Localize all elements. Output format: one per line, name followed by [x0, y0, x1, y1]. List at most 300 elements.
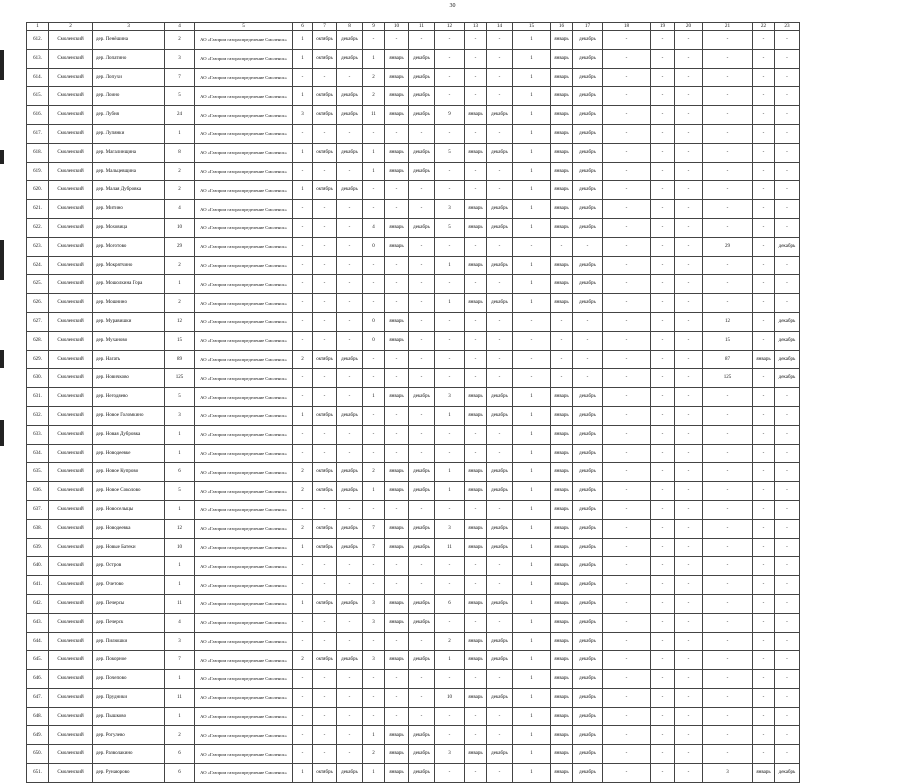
table-cell: 5 [435, 143, 465, 162]
table-cell: - [337, 557, 363, 576]
table-cell: 646. [27, 670, 49, 689]
table-cell: - [703, 463, 753, 482]
table-cell: - [753, 68, 775, 87]
table-cell: - [603, 106, 651, 125]
table-cell: - [651, 237, 675, 256]
table-cell: Смоленский [49, 707, 93, 726]
table-cell: январь [551, 143, 573, 162]
table-cell: Смоленский [49, 256, 93, 275]
table-row [27, 576, 800, 595]
table-cell: - [675, 68, 703, 87]
table-cell: январь [385, 463, 409, 482]
table-cell: 1 [513, 143, 551, 162]
table-cell: - [293, 576, 313, 595]
table-cell: - [703, 707, 753, 726]
table-cell: - [551, 237, 573, 256]
column-number: 19 [651, 23, 675, 31]
table-cell: - [487, 369, 513, 388]
table-cell: 618. [27, 143, 49, 162]
table-cell: январь [465, 745, 487, 764]
table-cell: - [293, 632, 313, 651]
table-cell: - [487, 425, 513, 444]
table-cell: - [313, 613, 337, 632]
table-cell: 1 [513, 557, 551, 576]
table-cell: - [675, 31, 703, 50]
table-cell: 1 [513, 31, 551, 50]
table-cell: Смоленский [49, 726, 93, 745]
table-cell: январь [753, 764, 775, 783]
table-cell: январь [465, 406, 487, 425]
table-cell: - [337, 237, 363, 256]
table-cell: октябрь [313, 31, 337, 50]
table-cell: 619. [27, 162, 49, 181]
table-cell: - [675, 688, 703, 707]
table-cell: дер. Лопатино [93, 49, 165, 68]
table-row [27, 707, 800, 726]
table-cell: 649. [27, 726, 49, 745]
table-cell: декабрь [409, 613, 435, 632]
table-cell: декабрь [409, 388, 435, 407]
table-row [27, 31, 800, 50]
table-cell: - [675, 594, 703, 613]
table-cell: - [337, 726, 363, 745]
table-cell: - [385, 275, 409, 294]
table-cell: - [603, 68, 651, 87]
table-cell: - [753, 294, 775, 313]
table-cell: декабрь [573, 87, 603, 106]
table-cell: январь [551, 181, 573, 200]
table-cell: - [435, 500, 465, 519]
table-cell: - [293, 68, 313, 87]
org-cell: АО «Газпром газораспределение Смоленск» [195, 49, 293, 68]
table-cell: 6 [165, 764, 195, 783]
table-cell: 1 [513, 519, 551, 538]
table-cell: - [385, 350, 409, 369]
table-row [27, 350, 800, 369]
org-cell: АО «Газпром газораспределение Смоленск» [195, 726, 293, 745]
table-cell: - [753, 688, 775, 707]
table-cell: декабрь [409, 726, 435, 745]
table-cell: 125 [703, 369, 753, 388]
table-cell: - [293, 388, 313, 407]
table-cell: 7 [165, 651, 195, 670]
table-cell: - [435, 425, 465, 444]
org-cell: АО «Газпром газораспределение Смоленск» [195, 632, 293, 651]
table-cell: - [651, 463, 675, 482]
org-cell: АО «Газпром газораспределение Смоленск» [195, 275, 293, 294]
table-cell: - [753, 49, 775, 68]
table-cell: - [337, 670, 363, 689]
table-cell: 3 [435, 200, 465, 219]
column-number: 17 [573, 23, 603, 31]
table-cell: - [435, 557, 465, 576]
table-row [27, 632, 800, 651]
table-cell: - [675, 162, 703, 181]
table-cell: - [651, 162, 675, 181]
table-cell: 1 [435, 294, 465, 313]
table-cell: декабрь [337, 463, 363, 482]
table-cell: - [775, 463, 800, 482]
table-cell: - [337, 68, 363, 87]
table-cell: дер. Остров [93, 557, 165, 576]
table-cell: 2 [293, 651, 313, 670]
table-cell: - [465, 557, 487, 576]
table-cell: - [651, 632, 675, 651]
table-cell: декабрь [337, 106, 363, 125]
table-cell: - [337, 500, 363, 519]
table-cell: - [651, 726, 675, 745]
table-cell: - [753, 707, 775, 726]
table-cell: - [675, 425, 703, 444]
table-cell: 87 [703, 350, 753, 369]
table-cell: декабрь [573, 707, 603, 726]
table-cell: - [775, 594, 800, 613]
table-cell: 11 [165, 688, 195, 707]
table-cell: - [409, 406, 435, 425]
table-cell: - [603, 331, 651, 350]
table-cell: - [465, 162, 487, 181]
table-cell: - [293, 312, 313, 331]
table-cell: - [465, 87, 487, 106]
table-cell: декабрь [573, 256, 603, 275]
table-cell: - [753, 670, 775, 689]
table-cell: январь [551, 200, 573, 219]
table-cell: 1 [513, 726, 551, 745]
table-cell: 1 [363, 162, 385, 181]
table-cell: - [435, 613, 465, 632]
table-row [27, 68, 800, 87]
table-cell: январь [551, 688, 573, 707]
table-cell: декабрь [409, 162, 435, 181]
table-cell: - [313, 200, 337, 219]
table-cell: - [603, 350, 651, 369]
table-cell: январь [385, 538, 409, 557]
table-row [27, 162, 800, 181]
table-cell: - [703, 124, 753, 143]
table-cell: - [675, 444, 703, 463]
table-cell: 645. [27, 651, 49, 670]
org-cell: АО «Газпром газораспределение Смоленск» [195, 425, 293, 444]
table-cell: - [675, 200, 703, 219]
table-cell: 1 [513, 670, 551, 689]
table-cell: - [703, 68, 753, 87]
table-cell: - [513, 350, 551, 369]
table-cell: - [385, 406, 409, 425]
table-cell: 6 [165, 745, 195, 764]
table-cell: 1 [435, 406, 465, 425]
table-cell: 1 [293, 181, 313, 200]
table-cell: - [487, 331, 513, 350]
column-number: 8 [337, 23, 363, 31]
table-row [27, 594, 800, 613]
table-cell: - [337, 294, 363, 313]
org-cell: АО «Газпром газораспределение Смоленск» [195, 312, 293, 331]
table-cell: - [337, 331, 363, 350]
table-cell: 1 [435, 463, 465, 482]
table-cell: - [753, 482, 775, 501]
table-cell: - [313, 557, 337, 576]
table-cell: 1 [293, 143, 313, 162]
table-cell: - [551, 350, 573, 369]
table-cell: - [753, 745, 775, 764]
table-cell: 2 [165, 256, 195, 275]
table-cell: - [603, 87, 651, 106]
table-cell: октябрь [313, 406, 337, 425]
table-cell: - [603, 31, 651, 50]
table-cell: - [435, 764, 465, 783]
table-cell: - [703, 613, 753, 632]
table-cell: - [703, 87, 753, 106]
table-cell: Смоленский [49, 275, 93, 294]
table-cell: декабрь [573, 294, 603, 313]
table-cell: - [409, 256, 435, 275]
table-cell: - [675, 143, 703, 162]
table-cell: - [703, 500, 753, 519]
table-cell: - [775, 275, 800, 294]
table-cell: декабрь [337, 594, 363, 613]
table-cell: - [409, 237, 435, 256]
table-cell: - [753, 444, 775, 463]
table-cell: дер. Малая Дубровка [93, 181, 165, 200]
org-cell: АО «Газпром газораспределение Смоленск» [195, 707, 293, 726]
table-cell: - [675, 87, 703, 106]
table-cell: 1 [513, 745, 551, 764]
table-cell: - [313, 275, 337, 294]
org-cell: АО «Газпром газораспределение Смоленск» [195, 651, 293, 670]
table-cell: январь [465, 256, 487, 275]
table-cell: - [775, 500, 800, 519]
table-cell: дер. Прудники [93, 688, 165, 707]
table-cell: - [675, 218, 703, 237]
table-cell: - [487, 707, 513, 726]
table-cell: Смоленский [49, 688, 93, 707]
org-cell: АО «Газпром газораспределение Смоленск» [195, 218, 293, 237]
table-cell: январь [551, 557, 573, 576]
table-cell: - [603, 463, 651, 482]
table-cell: декабрь [573, 124, 603, 143]
table-cell: декабрь [573, 726, 603, 745]
table-cell: - [775, 482, 800, 501]
table-cell: дер. Новая Дубровка [93, 425, 165, 444]
table-cell: Смоленский [49, 49, 93, 68]
table-cell: - [409, 500, 435, 519]
table-cell: - [753, 31, 775, 50]
table-cell: январь [385, 594, 409, 613]
table-cell: - [465, 726, 487, 745]
table-cell: - [313, 745, 337, 764]
table-cell: декабрь [573, 143, 603, 162]
table-cell: - [603, 632, 651, 651]
table-cell: - [753, 425, 775, 444]
table-cell: 633. [27, 425, 49, 444]
table-cell: 1 [293, 594, 313, 613]
table-cell: январь [551, 538, 573, 557]
table-cell: дер. Муханово [93, 331, 165, 350]
table-cell: - [651, 576, 675, 595]
table-cell: дер. Митино [93, 200, 165, 219]
table-cell: декабрь [337, 764, 363, 783]
table-cell: январь [385, 388, 409, 407]
table-cell: - [313, 218, 337, 237]
table-cell: - [775, 87, 800, 106]
table-cell: декабрь [487, 463, 513, 482]
table-cell: 2 [165, 181, 195, 200]
table-cell: - [603, 369, 651, 388]
table-cell: - [651, 500, 675, 519]
table-row [27, 331, 800, 350]
table-cell: дер. Лоино [93, 87, 165, 106]
table-cell: Смоленский [49, 143, 93, 162]
table-cell: - [409, 632, 435, 651]
table-cell: декабрь [573, 651, 603, 670]
table-cell: январь [465, 218, 487, 237]
table-cell: - [603, 707, 651, 726]
table-cell: дер. Рогулево [93, 726, 165, 745]
table-cell: 648. [27, 707, 49, 726]
table-cell: - [293, 294, 313, 313]
table-row [27, 106, 800, 125]
table-cell: 1 [513, 406, 551, 425]
table-cell: - [487, 444, 513, 463]
table-cell: - [603, 482, 651, 501]
table-cell: - [775, 181, 800, 200]
table-cell: - [513, 312, 551, 331]
table-cell: - [603, 576, 651, 595]
table-cell: декабрь [573, 181, 603, 200]
table-cell: 641. [27, 576, 49, 595]
org-cell: АО «Газпром газораспределение Смоленск» [195, 594, 293, 613]
table-cell: дер. Новое Голомкино [93, 406, 165, 425]
table-cell: Смоленский [49, 388, 93, 407]
table-cell: 1 [513, 538, 551, 557]
table-cell: январь [385, 726, 409, 745]
table-cell: дер. Рунаюрово [93, 764, 165, 783]
table-cell: 10 [435, 688, 465, 707]
table-row [27, 500, 800, 519]
table-cell: 647. [27, 688, 49, 707]
table-cell: 1 [513, 707, 551, 726]
table-cell: - [409, 331, 435, 350]
table-cell: 3 [363, 651, 385, 670]
table-cell: - [465, 670, 487, 689]
table-cell: - [753, 519, 775, 538]
table-cell: дер. Новоселыцы [93, 500, 165, 519]
table-cell: - [703, 425, 753, 444]
table-cell: 1 [363, 143, 385, 162]
table-cell: дер. Мокрятчино [93, 256, 165, 275]
table-cell: январь [551, 31, 573, 50]
table-row [27, 49, 800, 68]
table-cell: - [551, 331, 573, 350]
table-cell: дер. Покорное [93, 651, 165, 670]
table-cell: - [775, 200, 800, 219]
table-cell: - [293, 218, 313, 237]
gasification-schedule-table [26, 22, 800, 783]
table-cell: - [651, 331, 675, 350]
org-cell: АО «Газпром газораспределение Смоленск» [195, 369, 293, 388]
table-cell: октябрь [313, 49, 337, 68]
table-cell: - [651, 294, 675, 313]
table-cell: январь [551, 764, 573, 783]
table-cell: - [651, 312, 675, 331]
table-cell: 9 [435, 106, 465, 125]
table-cell: - [293, 613, 313, 632]
table-cell: декабрь [573, 388, 603, 407]
table-cell: Смоленский [49, 482, 93, 501]
table-cell: - [465, 237, 487, 256]
table-cell: - [385, 576, 409, 595]
table-cell: - [293, 425, 313, 444]
table-cell: - [603, 256, 651, 275]
table-cell: 1 [165, 444, 195, 463]
table-cell: - [703, 218, 753, 237]
table-cell: 1 [513, 594, 551, 613]
table-cell: - [313, 369, 337, 388]
table-cell: - [385, 294, 409, 313]
table-cell: - [313, 425, 337, 444]
table-cell: 1 [165, 576, 195, 595]
table-cell: - [313, 294, 337, 313]
scan-edge-marks [0, 40, 6, 460]
table-cell: - [435, 444, 465, 463]
table-cell: 2 [165, 162, 195, 181]
table-cell: - [487, 68, 513, 87]
table-cell: - [313, 331, 337, 350]
table-cell: - [435, 369, 465, 388]
table-cell: декабрь [573, 482, 603, 501]
table-cell: 1 [513, 500, 551, 519]
table-cell: 628. [27, 331, 49, 350]
table-cell: - [703, 538, 753, 557]
table-cell: - [603, 444, 651, 463]
table-cell: Смоленский [49, 613, 93, 632]
table-cell: декабрь [573, 162, 603, 181]
table-cell: - [435, 726, 465, 745]
table-cell: Смоленский [49, 670, 93, 689]
table-cell: - [603, 538, 651, 557]
table-cell: дер. Очетово [93, 576, 165, 595]
table-cell: Смоленский [49, 594, 93, 613]
table-cell: октябрь [313, 651, 337, 670]
table-cell: 622. [27, 218, 49, 237]
table-cell: январь [385, 49, 409, 68]
org-cell: АО «Газпром газораспределение Смоленск» [195, 181, 293, 200]
table-cell: - [775, 294, 800, 313]
table-cell: - [703, 294, 753, 313]
table-cell: 1 [513, 256, 551, 275]
table-cell: январь [551, 707, 573, 726]
table-cell: Смоленский [49, 651, 93, 670]
table-cell: 613. [27, 49, 49, 68]
table-cell: 1 [513, 482, 551, 501]
table-cell: декабрь [573, 200, 603, 219]
table-cell: - [293, 256, 313, 275]
org-cell: АО «Газпром газораспределение Смоленск» [195, 745, 293, 764]
org-cell: АО «Газпром газораспределение Смоленск» [195, 519, 293, 538]
table-cell: декабрь [573, 670, 603, 689]
table-cell: - [651, 106, 675, 125]
table-row [27, 764, 800, 783]
table-cell: - [753, 594, 775, 613]
table-cell: - [363, 632, 385, 651]
table-cell: - [675, 275, 703, 294]
table-cell: 1 [363, 482, 385, 501]
table-cell: 623. [27, 237, 49, 256]
table-cell: - [513, 331, 551, 350]
table-cell: - [603, 181, 651, 200]
table-cell: Смоленский [49, 538, 93, 557]
table-cell: декабрь [337, 49, 363, 68]
